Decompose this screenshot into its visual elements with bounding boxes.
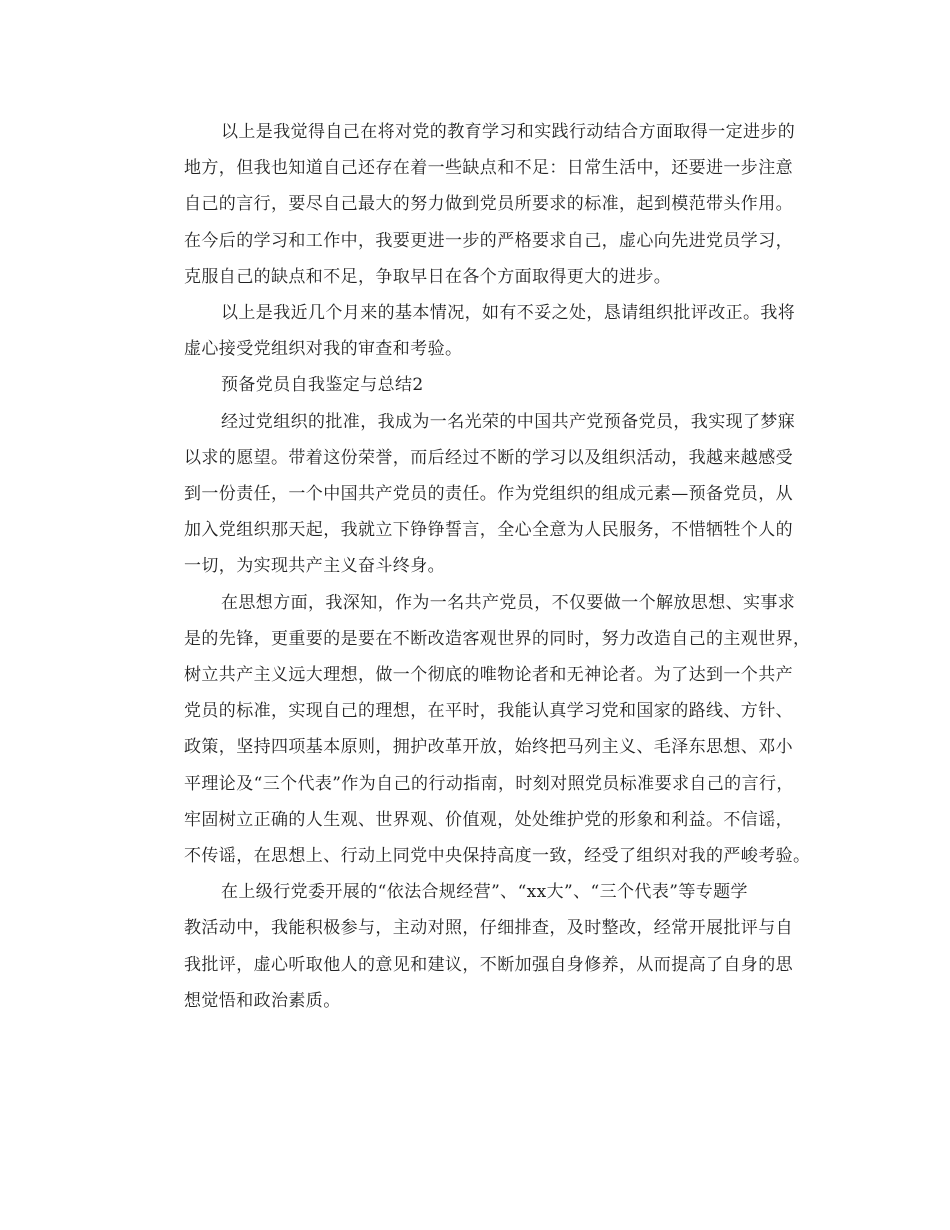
paragraph-summary-closing (147, 295, 812, 367)
text-line: 在今后的学习和工作中，我要更进一步的严格要求自己，虚心向先进党员学习， (184, 230, 793, 251)
text-line: 以上是我近几个月来的基本情况，如有不妥之处，恳请组织批评改正。我将 (221, 303, 796, 324)
text-line: 加入党组织那天起，我就立下铮铮誓言，全心全意为人民服务，不惜牺牲个人的 (184, 520, 793, 541)
paragraph-approval (147, 404, 812, 585)
text-line: 不传谣，在思想上、行动上同党中央保持高度一致，经受了组织对我的严峻考验。 (184, 846, 811, 867)
text-line: 牢固树立正确的人生观、世界观、价值观，处处维护党的形象和利益。不信谣， (184, 809, 793, 830)
text-line: 是的先锋，更重要的是要在不断改造客观世界的同时，努力改造自己的主观世界， (184, 628, 811, 649)
text-line: 一切，为实现共产主义奋斗终身。 (184, 556, 445, 577)
section-heading (147, 367, 812, 403)
text-line: 以求的愿望。带着这份荣誉，而后经过不断的学习以及组织活动，我越来越感受 (184, 447, 793, 468)
document-body (147, 114, 812, 1019)
text-line: 我批评，虚心听取他人的意见和建议，不断加强自身修养，从而提高了自身的思 (184, 954, 793, 975)
text-line: 以上是我觉得自己在将对党的教育学习和实践行动结合方面取得一定进步的 (221, 122, 796, 142)
paragraph-ideology (147, 585, 812, 875)
text-line: 在思想方面，我深知，作为一名共产党员，不仅要做一个解放思想、实事求 (221, 592, 796, 613)
text-line: 自己的言行，要尽自己最大的努力做到党员所要求的标准，起到模范带头作用。 (184, 194, 793, 215)
text-line: 想觉悟和政治素质。 (184, 990, 341, 1011)
text-line: 经过党组织的批准，我成为一名光荣的中国共产党预备党员，我实现了梦寐 (221, 411, 796, 432)
text-line: 到一份责任，一个中国共产党员的责任。作为党组织的组成元素—预备党员，从 (184, 484, 793, 505)
text-line: 政策，坚持四项基本原则，拥护改革开放，始终把马列主义、毛泽东思想、邓小 (184, 737, 793, 758)
text-line: 党员的标准，实现自己的理想，在平时，我能认真学习党和国家的路线、方针、 (184, 701, 793, 722)
text-line: 克服自己的缺点和不足，争取早日在各个方面取得更大的进步。 (184, 266, 672, 287)
paragraph-education-activities (147, 874, 812, 1019)
section-title: 预备党员自我鉴定与总结2 (221, 375, 424, 396)
text-line: 在上级行党委开展的“依法合规经营”、“xx大”、“三个代表”等专题学 (221, 882, 748, 903)
paragraph-progress-shortcomings (147, 114, 812, 295)
text-line: 虚心接受党组织对我的审查和考验。 (184, 339, 463, 360)
text-line: 平理论及“三个代表”作为自己的行动指南，时刻对照党员标准要求自己的言行， (184, 773, 794, 794)
text-line: 教活动中，我能积极参与，主动对照，仔细排查，及时整改，经常开展批评与自 (184, 918, 793, 939)
text-line: 树立共产主义远大理想，做一个彻底的唯物论者和无神论者。为了达到一个共产 (184, 665, 793, 686)
text-line: 地方，但我也知道自己还存在着一些缺点和不足：日常生活中，还要进一步注意 (184, 158, 793, 179)
